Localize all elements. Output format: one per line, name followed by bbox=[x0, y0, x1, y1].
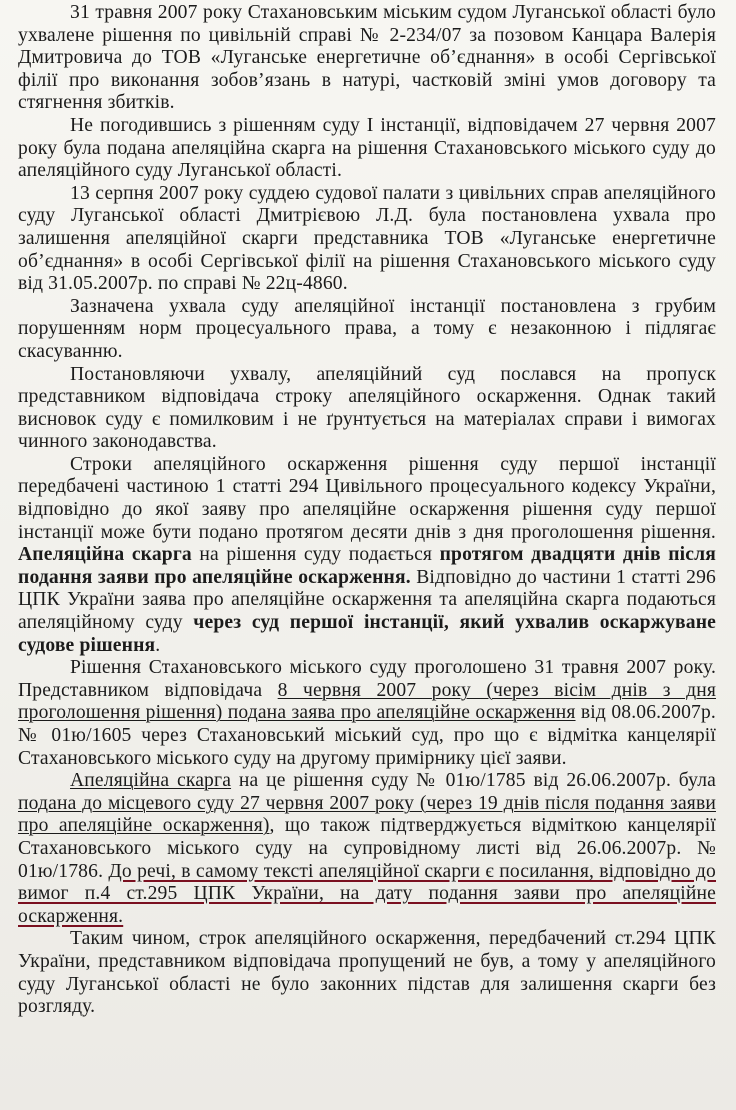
paragraph-9 bbox=[18, 928, 716, 1018]
paragraph-5 bbox=[18, 364, 716, 454]
text-run: від 08.06.2007р. № 01ю/1605 через Стахановський міський суд, про що є відмітка канцелярії Стахановського міського суду на другому примірнику цієї заяви. bbox=[18, 702, 716, 769]
text-run: 31 травня 2007 року Стахановським міським судом Луганської області було ухвалене рішення по цивільній справі № 2-234/07 за позовом Канцара Валерія Дмитровича до ТОВ «Луганське енергетичне об’єднання» в особі Сергівської філії про виконання зобов’язань в натурі, частковій зміні умов договору та стягнення збитків. bbox=[18, 2, 716, 114]
bold-text: Апеляційна скарга bbox=[18, 544, 192, 566]
text-run: 13 серпня 2007 року суддею судової палати з цивільних справ апеляційного суду Луганської області Дмитрієвою Л.Д. була постановлена ухвала про залишення апеляційної скарги представника ТОВ «Луганське енергетичне об’єднання» в особі Сергівської філії на рішення Стахановського міського суду від 31.05.2007р. по справі № 22ц-4860. bbox=[18, 182, 716, 295]
paragraph-6 bbox=[18, 454, 716, 657]
text-run: Таким чином, строк апеляційного оскарження, передбачений ст.294 ЦПК України, представником відповідача пропущений не був, а тому у апеляційного суду Луганської області не було законних підстав для залишення скарги без розгляду. bbox=[18, 928, 716, 1018]
paragraph-4 bbox=[18, 296, 716, 364]
paragraph-8 bbox=[18, 770, 716, 928]
paragraph-1 bbox=[18, 2, 716, 115]
text-run: на рішення суду подається bbox=[191, 544, 440, 566]
text-run: , що також підтверджується відміткою канцелярії Стахановського міського суду на супровідному листі від 26.06.2007р. № 01ю/1786. bbox=[18, 815, 717, 882]
bold-text: через суд першої інстанції, який ухвалив оскаржуване судове рішення bbox=[18, 612, 716, 656]
text-run: . bbox=[155, 634, 161, 656]
text-run: Строки апеляційного оскарження рішення суду першої інстанції передбачені частиною 1 статті 294 Цивільного процесуального кодексу України, відповідно до якої заяву про апеляційне оскарження рішення суду першої інстанції може бути подано протягом десяти днів з дня проголошення рішення. bbox=[18, 453, 716, 543]
text-run: Відповідно до частини 1 статті 296 ЦПК України заява про апеляційне оскарження та апеляційна скарга подаються апеляційному суду bbox=[18, 566, 716, 634]
text-run: Не погодившись з рішенням суду I інстанції, відповідачем 27 червня 2007 року була подана апеляційна скарга на рішення Стахановського міського суду до апеляційного суду Луганської області. bbox=[18, 114, 716, 182]
document-body bbox=[18, 2, 716, 1019]
underlined-text: Апеляційна скарга bbox=[70, 770, 232, 792]
paragraph-7 bbox=[18, 657, 716, 770]
underlined-text: 8 червня 2007 року (через вісім днів з дня проголошення рішення) подана заява про апеляційне оскарження bbox=[18, 679, 717, 724]
text-run: Постановляючи ухвалу, апеляційний суд послався на пропуск представником відповідача строку апеляційного оскарження. Однак такий висновок суду є помилковим і не ґрунтується на матеріалах справи і вимогах чинного законодавства. bbox=[18, 363, 716, 453]
text-run: на це рішення суду № 01ю/1785 від 26.06.2007р. була bbox=[231, 770, 716, 792]
red-underlined-text: До речі, в самому тексті апеляційної скарги є посилання, відповідно до вимог п.4 ст.295 ЦПК України, на дату подання заяви про апеляційне оскарження. bbox=[18, 860, 716, 927]
paragraph-3 bbox=[18, 183, 716, 296]
text-run: Зазначена ухвала суду апеляційної інстанції постановлена з грубим порушенням норм процесуального права, а тому є незаконною і підлягає скасуванню. bbox=[18, 295, 716, 362]
bold-text: протягом двадцяти днів після подання заяви про апеляційне оскарження. bbox=[18, 544, 716, 588]
underlined-text: подана до місцевого суду 27 червня 2007 року (через 19 днів після подання заяви про апеляційне оскарження) bbox=[18, 792, 716, 837]
text-run: Рішення Стахановського міського суду проголошено 31 травня 2007 року. Представником відповідача bbox=[18, 657, 716, 701]
paragraph-2 bbox=[18, 115, 716, 183]
